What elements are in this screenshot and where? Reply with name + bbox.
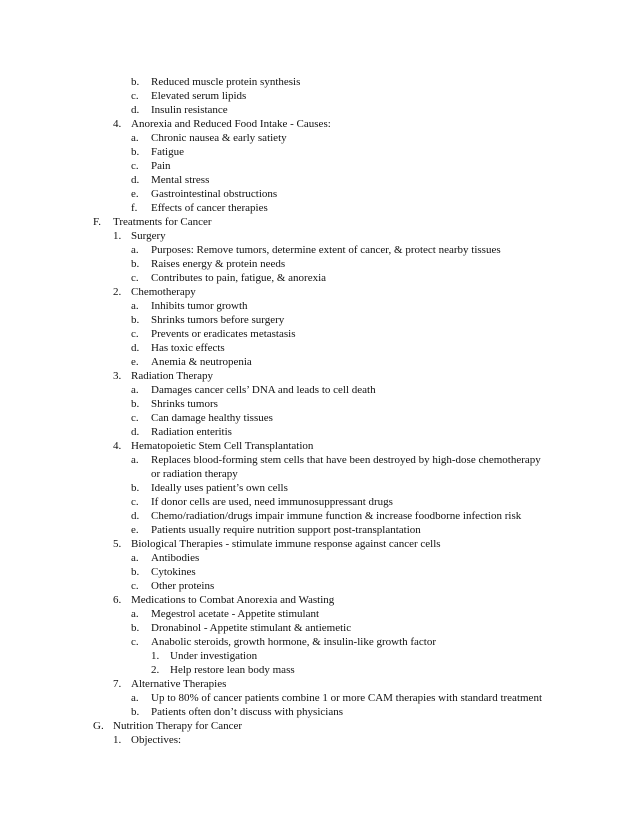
list-marker: c. xyxy=(131,160,139,172)
outline-item xyxy=(0,509,630,523)
list-text: Biological Therapies - stimulate immune response against cancer cells xyxy=(131,538,441,550)
list-text: Megestrol acetate - Appetite stimulant xyxy=(151,608,320,620)
list-text: Raises energy & protein needs xyxy=(151,258,286,270)
list-marker: c. xyxy=(131,580,139,592)
list-marker: 7. xyxy=(113,678,122,690)
list-marker: a. xyxy=(131,384,139,396)
outline-item xyxy=(0,383,630,397)
list-marker: 1. xyxy=(113,734,122,746)
list-marker: a. xyxy=(131,244,139,256)
list-marker: a. xyxy=(131,608,139,620)
list-text: Alternative Therapies xyxy=(131,678,227,690)
list-marker: 5. xyxy=(113,538,122,550)
outline-item xyxy=(0,285,630,299)
list-text: Ideally uses patient’s own cells xyxy=(151,482,288,494)
list-text: Nutrition Therapy for Cancer xyxy=(113,720,243,732)
outline-item xyxy=(0,691,630,705)
list-marker: d. xyxy=(131,510,140,522)
outline-item xyxy=(0,607,630,621)
list-text: Patients usually require nutrition support post-transplantation xyxy=(151,524,421,536)
list-marker: c. xyxy=(131,636,139,648)
outline-item xyxy=(0,663,630,677)
outline-item xyxy=(0,89,630,103)
outline-item xyxy=(0,397,630,411)
outline-item xyxy=(0,495,630,509)
list-text: Treatments for Cancer xyxy=(113,216,212,228)
outline-item xyxy=(0,593,630,607)
list-text: Gastrointestinal obstructions xyxy=(151,188,278,200)
list-text: Under investigation xyxy=(170,650,258,662)
list-text: Patients often don’t discuss with physicians xyxy=(151,706,343,718)
list-marker: d. xyxy=(131,342,140,354)
list-marker: b. xyxy=(131,314,140,326)
list-marker: c. xyxy=(131,328,139,340)
list-text: Contributes to pain, fatigue, & anorexia xyxy=(151,272,327,284)
list-marker: d. xyxy=(131,104,140,116)
outline-item xyxy=(0,537,630,551)
list-text: Chemotherapy xyxy=(131,286,196,298)
list-marker: b. xyxy=(131,258,140,270)
outline-item xyxy=(0,439,630,453)
list-text: Inhibits tumor growth xyxy=(151,300,248,312)
list-marker: c. xyxy=(131,272,139,284)
list-text: Replaces blood-forming stem cells that have been destroyed by high-dose chemotherapy xyxy=(151,454,541,466)
list-text: Anemia & neutropenia xyxy=(151,356,252,368)
outline-item xyxy=(0,453,630,467)
list-marker: c. xyxy=(131,412,139,424)
outline-item xyxy=(0,313,630,327)
list-marker: b. xyxy=(131,706,140,718)
list-text: Prevents or eradicates metastasis xyxy=(151,328,296,340)
list-text: Can damage healthy tissues xyxy=(151,412,273,424)
list-text: Up to 80% of cancer patients combine 1 or more CAM therapies with standard treatment xyxy=(151,692,542,704)
list-marker: f. xyxy=(131,202,138,214)
outline-item xyxy=(0,635,630,649)
list-marker: a. xyxy=(131,454,139,466)
list-marker: 1. xyxy=(151,650,160,662)
list-marker: 3. xyxy=(113,370,122,382)
list-text: Elevated serum lipids xyxy=(151,90,247,102)
list-marker: 4. xyxy=(113,440,122,452)
list-marker: a. xyxy=(131,692,139,704)
list-marker: e. xyxy=(131,356,139,368)
outline-item xyxy=(0,131,630,145)
outline-item xyxy=(0,677,630,691)
list-marker: b. xyxy=(131,566,140,578)
list-text: Dronabinol - Appetite stimulant & antiemetic xyxy=(151,622,352,634)
list-marker: 6. xyxy=(113,594,122,606)
list-text: Purposes: Remove tumors, determine extent of cancer, & protect nearby tissues xyxy=(151,244,501,256)
list-marker: b. xyxy=(131,76,140,88)
outline-item xyxy=(0,145,630,159)
list-marker: e. xyxy=(131,188,139,200)
list-text: Radiation Therapy xyxy=(131,370,213,382)
outline-item xyxy=(0,565,630,579)
outline-item xyxy=(0,341,630,355)
list-text: Shrinks tumors before surgery xyxy=(151,314,285,326)
list-text: Cytokines xyxy=(151,566,196,578)
list-text: Surgery xyxy=(131,230,166,242)
list-text: Pain xyxy=(151,160,171,172)
outline-item xyxy=(0,411,630,425)
list-marker: b. xyxy=(131,146,140,158)
list-marker: 2. xyxy=(151,664,160,676)
outline-item xyxy=(0,201,630,215)
outline-item xyxy=(0,705,630,719)
outline-item xyxy=(0,173,630,187)
list-text: Antibodies xyxy=(151,552,200,564)
outline-item xyxy=(0,327,630,341)
outline-item xyxy=(0,117,630,131)
outline-item xyxy=(0,187,630,201)
list-marker: d. xyxy=(131,174,140,186)
list-text: or radiation therapy xyxy=(151,468,238,480)
list-marker: a. xyxy=(131,552,139,564)
outline-item xyxy=(0,355,630,369)
outline-item xyxy=(0,551,630,565)
outline-item xyxy=(0,369,630,383)
list-marker: b. xyxy=(131,622,140,634)
outline-item xyxy=(0,523,630,537)
outline-item xyxy=(0,243,630,257)
list-marker: b. xyxy=(131,398,140,410)
list-text: Mental stress xyxy=(151,174,210,186)
outline-item xyxy=(0,257,630,271)
list-text: If donor cells are used, need immunosuppressant drugs xyxy=(151,496,393,508)
list-text: Hematopoietic Stem Cell Transplantation xyxy=(131,440,314,452)
list-marker: d. xyxy=(131,426,140,438)
list-text: Effects of cancer therapies xyxy=(151,202,268,214)
list-text: Chronic nausea & early satiety xyxy=(151,132,287,144)
list-marker: b. xyxy=(131,482,140,494)
list-text: Chemo/radiation/drugs impair immune function & increase foodborne infection risk xyxy=(151,510,522,522)
list-text: Fatigue xyxy=(151,146,184,158)
list-marker: e. xyxy=(131,524,139,536)
list-marker: c. xyxy=(131,496,139,508)
outline-item xyxy=(0,159,630,173)
outline-item xyxy=(0,621,630,635)
outline-item xyxy=(0,579,630,593)
outline-item xyxy=(0,215,630,229)
list-text: Anabolic steroids, growth hormone, & insulin-like growth factor xyxy=(151,636,437,648)
list-marker: c. xyxy=(131,90,139,102)
list-text: Objectives: xyxy=(131,734,182,746)
outline-item xyxy=(0,299,630,313)
list-marker: a. xyxy=(131,300,139,312)
outline-item xyxy=(0,75,630,89)
list-text: Has toxic effects xyxy=(151,342,225,354)
list-marker: 4. xyxy=(113,118,122,130)
list-marker: 1. xyxy=(113,230,122,242)
list-text: Anorexia and Reduced Food Intake - Causes: xyxy=(131,118,331,130)
list-text: Other proteins xyxy=(151,580,215,592)
list-text: Insulin resistance xyxy=(151,104,228,116)
outline-item xyxy=(0,733,630,747)
outline-item-continuation xyxy=(0,467,630,481)
list-marker: G. xyxy=(93,720,104,732)
list-marker: F. xyxy=(93,216,101,228)
list-text: Shrinks tumors xyxy=(151,398,218,410)
outline-item xyxy=(0,425,630,439)
outline-item xyxy=(0,103,630,117)
outline-item xyxy=(0,649,630,663)
outline-item xyxy=(0,271,630,285)
outline-item xyxy=(0,719,630,733)
list-text: Damages cancer cells’ DNA and leads to cell death xyxy=(151,384,376,396)
list-marker: a. xyxy=(131,132,139,144)
list-marker: 2. xyxy=(113,286,122,298)
list-text: Reduced muscle protein synthesis xyxy=(151,76,301,88)
list-text: Radiation enteritis xyxy=(151,426,232,438)
list-text: Help restore lean body mass xyxy=(170,664,295,676)
outline-item xyxy=(0,481,630,495)
outline-item xyxy=(0,229,630,243)
list-text: Medications to Combat Anorexia and Wasting xyxy=(131,594,335,606)
